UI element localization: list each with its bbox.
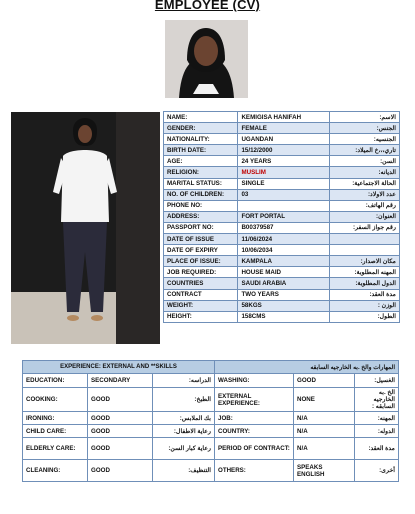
- skill-label: CLEANING:: [23, 460, 88, 482]
- personal-info-table: [163, 111, 400, 323]
- info-label-arabic: الجنس:: [329, 123, 399, 134]
- info-label-arabic: رقم الهاتف:: [329, 200, 399, 211]
- experience-label: WASHING:: [215, 374, 294, 388]
- page-title: EMPLOYEE (CV): [154, 0, 261, 12]
- experience-label: COUNTRY:: [215, 425, 294, 438]
- experience-label: OTHERS:: [215, 460, 294, 482]
- skill-label: CHILD CARE:: [23, 425, 88, 438]
- info-row: [164, 289, 400, 300]
- info-row: [164, 145, 400, 156]
- full-body-illustration: [11, 112, 160, 344]
- skill-label: EDUCATION:: [23, 374, 88, 388]
- info-label-arabic: المهنه المطلوبة:: [329, 267, 399, 278]
- info-value: 10/06/2034: [238, 245, 329, 256]
- skill-label: ELDERLY CARE:: [23, 438, 88, 460]
- info-label: NAME:: [164, 112, 238, 123]
- info-row: [164, 178, 400, 189]
- info-value: 11/06/2024: [238, 234, 329, 245]
- experience-skills-table: [22, 360, 399, 482]
- info-label: DATE OF EXPIRY: [164, 245, 238, 256]
- info-label: HEIGHT:: [164, 311, 238, 322]
- headshot-photo: [165, 20, 248, 98]
- info-label-arabic: العنوان:: [329, 211, 399, 222]
- experience-header-arabic: المهارات والخ .به الخارجيه السابقه: [215, 361, 399, 374]
- experience-value: N/A: [294, 438, 355, 460]
- full-body-photo: [11, 112, 160, 344]
- info-label: ADDRESS:: [164, 211, 238, 222]
- info-label: PLACE OF ISSUE:: [164, 256, 238, 267]
- info-label: GENDER:: [164, 123, 238, 134]
- info-label-arabic: السن:: [329, 156, 399, 167]
- experience-row: [23, 438, 399, 460]
- info-label: BIRTH DATE:: [164, 145, 238, 156]
- info-value: SAUDI ARABIA: [238, 278, 329, 289]
- skill-value: SECONDARY: [88, 374, 153, 388]
- info-row: [164, 134, 400, 145]
- headshot-illustration: [165, 20, 248, 98]
- info-label: RELIGION:: [164, 167, 238, 178]
- info-value: MUSLIM: [238, 167, 329, 178]
- info-label-arabic: رقم جواز السفر:: [329, 222, 399, 233]
- info-label-arabic: تاري،،،خ الميلاد:: [329, 145, 399, 156]
- skill-label-arabic: رعاية كبار السن:: [153, 438, 215, 460]
- info-value: [238, 200, 329, 211]
- info-label: PASSPORT NO:: [164, 222, 238, 233]
- info-value: B00379587: [238, 222, 329, 233]
- experience-row: [23, 388, 399, 412]
- info-row: [164, 156, 400, 167]
- info-label-arabic: [329, 245, 399, 256]
- experience-label-arabic: الخ .به الخارجيه السابقه :: [355, 388, 399, 412]
- info-label: NATIONALITY:: [164, 134, 238, 145]
- experience-header-row: [23, 361, 399, 374]
- info-label-arabic: الطول:: [329, 311, 399, 322]
- skill-value: GOOD: [88, 460, 153, 482]
- info-label: AGE:: [164, 156, 238, 167]
- info-value: HOUSE MAID: [238, 267, 329, 278]
- info-value: TWO YEARS: [238, 289, 329, 300]
- info-row: [164, 234, 400, 245]
- info-value: 58KGS: [238, 300, 329, 311]
- info-value: FEMALE: [238, 123, 329, 134]
- info-label-arabic: عدد الاولاد:: [329, 189, 399, 200]
- info-label-arabic: الحالة الاجتماعية:: [329, 178, 399, 189]
- info-label: MARITAL STATUS:: [164, 178, 238, 189]
- skill-label-arabic: رعاية الاطفال:: [153, 425, 215, 438]
- info-value: KAMPALA: [238, 256, 329, 267]
- info-label: PHONE NO:: [164, 200, 238, 211]
- experience-label: JOB:: [215, 412, 294, 425]
- experience-label-arabic: الدوله:: [355, 425, 399, 438]
- skill-value: GOOD: [88, 438, 153, 460]
- info-value: 15/12/2000: [238, 145, 329, 156]
- info-label-arabic: الديانه:: [329, 167, 399, 178]
- info-value: SINGLE: [238, 178, 329, 189]
- skill-value: GOOD: [88, 388, 153, 412]
- info-value: 03: [238, 189, 329, 200]
- info-label-arabic: مكان الاصدار:: [329, 256, 399, 267]
- experience-value: N/A: [294, 425, 355, 438]
- info-label: CONTRACT: [164, 289, 238, 300]
- experience-label: PERIOD OF CONTRACT:: [215, 438, 294, 460]
- experience-label-arabic: الغسيل:: [355, 374, 399, 388]
- experience-header-english: EXPERIENCE: EXTERNAL AND **SKILLS: [23, 361, 215, 374]
- experience-value: NONE: [294, 388, 355, 412]
- info-row: [164, 311, 400, 322]
- info-row: [164, 200, 400, 211]
- info-row: [164, 300, 400, 311]
- info-label: WEIGHT:: [164, 300, 238, 311]
- experience-value: GOOD: [294, 374, 355, 388]
- info-label: NO. OF CHILDREN:: [164, 189, 238, 200]
- info-value: FORT PORTAL: [238, 211, 329, 222]
- experience-row: [23, 460, 399, 482]
- info-label-arabic: الوزن :: [329, 300, 399, 311]
- experience-label-arabic: مدة العقد:: [355, 438, 399, 460]
- skill-label-arabic: الطبخ:: [153, 388, 215, 412]
- skill-label: COOKING:: [23, 388, 88, 412]
- info-label: JOB REQUIRED:: [164, 267, 238, 278]
- info-value: UGANDAN: [238, 134, 329, 145]
- skill-label-arabic: التنظيف:: [153, 460, 215, 482]
- experience-label: EXTERNAL EXPERIENCE:: [215, 388, 294, 412]
- info-row: [164, 256, 400, 267]
- info-value: 24 YEARS: [238, 156, 329, 167]
- experience-label-arabic: أخرى:: [355, 460, 399, 482]
- experience-row: [23, 412, 399, 425]
- skill-value: GOOD: [88, 412, 153, 425]
- info-row: [164, 267, 400, 278]
- experience-row: [23, 425, 399, 438]
- info-label: DATE OF ISSUE: [164, 234, 238, 245]
- info-row: [164, 278, 400, 289]
- info-label-arabic: مدة العقد:: [329, 289, 399, 300]
- experience-label-arabic: المهنه:: [355, 412, 399, 425]
- info-label: COUNTRIES: [164, 278, 238, 289]
- info-row: [164, 112, 400, 123]
- info-row: [164, 211, 400, 222]
- info-value: 158CMS: [238, 311, 329, 322]
- info-row: [164, 222, 400, 233]
- info-label-arabic: الجنسيه:: [329, 134, 399, 145]
- info-row: [164, 189, 400, 200]
- skill-label-arabic: بك الملابس:: [153, 412, 215, 425]
- info-value: KEMIGISA HANIFAH: [238, 112, 329, 123]
- experience-row: [23, 374, 399, 388]
- experience-value: SPEAKS ENGLISH: [294, 460, 355, 482]
- experience-value: N/A: [294, 412, 355, 425]
- info-row: [164, 167, 400, 178]
- skill-label-arabic: الدراسه:: [153, 374, 215, 388]
- info-label-arabic: الدول المطلوبة:: [329, 278, 399, 289]
- info-row: [164, 123, 400, 134]
- skill-value: GOOD: [88, 425, 153, 438]
- info-label-arabic: [329, 234, 399, 245]
- info-label-arabic: الاسم:: [329, 112, 399, 123]
- info-row: [164, 245, 400, 256]
- skill-label: IRONING:: [23, 412, 88, 425]
